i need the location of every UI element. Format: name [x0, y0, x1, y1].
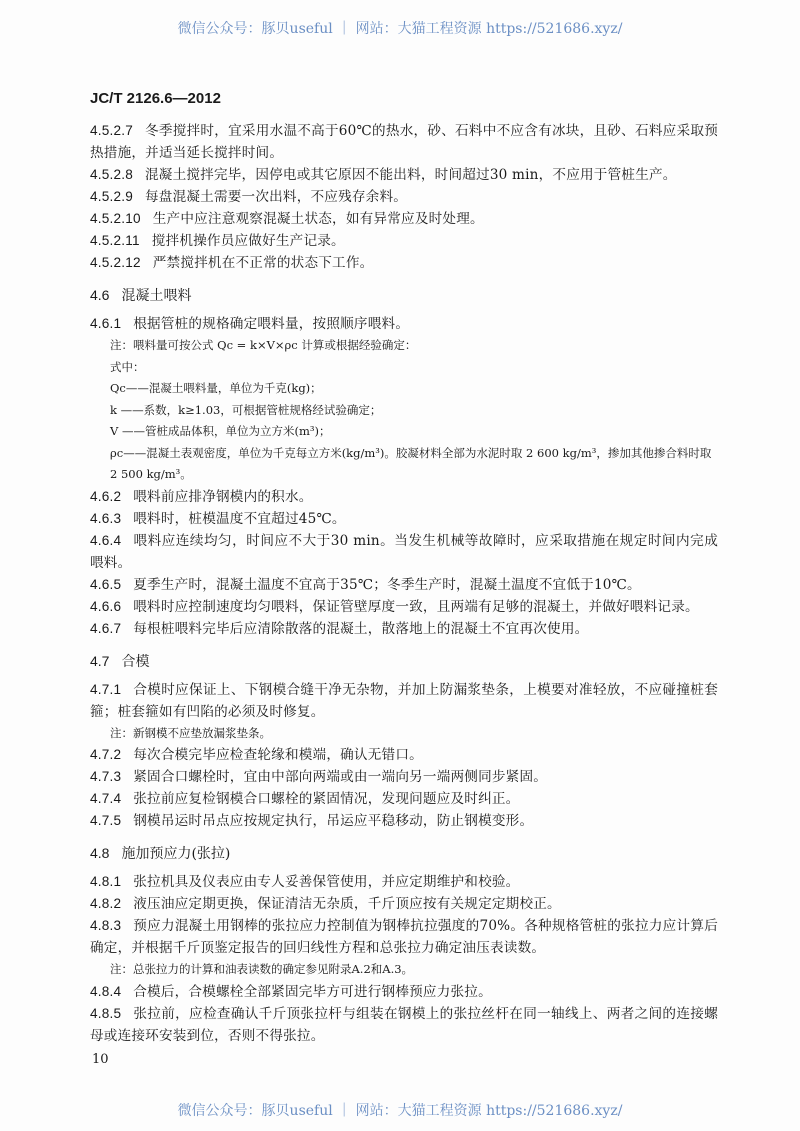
note-text	[90, 421, 718, 443]
clause	[90, 186, 718, 208]
clause-text: 紧固合口螺栓时，宜由中部向两端或由一端向另一端两侧同步紧固。	[133, 769, 548, 785]
clause	[90, 530, 718, 574]
clause	[90, 893, 718, 915]
clause	[90, 810, 718, 832]
clause-text: 合模	[121, 653, 150, 670]
clause-text: V ——管桩成品体积，单位为立方米(m³)；	[110, 424, 331, 438]
clause-text: 混凝土喂料	[121, 288, 192, 304]
section-heading	[90, 842, 718, 865]
clause-text: 张拉机具及仪表应由专人妥善保管使用，并应定期维护和校验。	[133, 874, 520, 890]
clause-text: ρc——混凝土表观密度，单位为千克每立方米(kg/m³)。胶凝材料全部为水泥时取 2 600 kg/m³，掺加其他掺合料时取2 500 kg/m³。	[110, 445, 712, 481]
clause-text: 注：新钢模不应垫放漏浆垫条。	[110, 725, 271, 740]
clause-text: 每根桩喂料完毕后应清除散落的混凝土，散落地上的混凝土不宜再次使用。	[133, 620, 589, 637]
clause-text: 张拉前应复检钢模合口螺栓的紧固情况，发现问题应及时纠正。	[133, 791, 520, 807]
clause-number: 4.6.6	[90, 598, 122, 614]
section-heading	[90, 650, 718, 673]
note-text	[90, 723, 718, 745]
note-text	[90, 959, 718, 981]
clause-text: Qc——混凝土喂料量，单位为千克(kg)；	[110, 381, 322, 395]
clause-number: 4.8.3	[90, 918, 122, 933]
clause-number: 4.5.2.9	[90, 189, 133, 204]
clause-text: 钢模吊运时吊点应按规定执行，吊运应平稳移动，防止钢模变形。	[133, 813, 534, 829]
clause	[90, 208, 718, 230]
clause	[90, 744, 718, 766]
clause	[90, 596, 718, 618]
note-text	[90, 378, 718, 400]
clause	[90, 574, 718, 596]
clause-number: 4.7.1	[90, 681, 122, 697]
clause-text: 混凝土搅拌完毕，因停电或其它原因不能出料，时间超过30 min，不应用于管桩生产。	[144, 167, 677, 183]
clause-number: 4.8	[90, 845, 110, 861]
clause-number: 4.6	[90, 287, 110, 303]
clause-number: 4.6.4	[90, 532, 122, 548]
document-body	[90, 120, 718, 1047]
clause	[90, 120, 718, 164]
clause-text: 施加预应力(张拉)	[121, 846, 231, 862]
clause-number: 4.6.7	[90, 620, 122, 636]
clause	[90, 313, 718, 335]
clause-number: 4.5.2.10	[90, 211, 141, 226]
clause-text: 严禁搅拌机在不正常的状态下工作。	[152, 255, 374, 271]
clause-text: 张拉前，应检查确认千斤顶张拉杆与组装在钢模上的张拉丝杆在同一轴线上、两者之间的连接螺母或连接环安装到位，否则不得张拉。	[90, 1005, 718, 1044]
page-number: 10	[92, 1052, 109, 1067]
clause-number: 4.5.2.12	[90, 255, 141, 270]
clause	[90, 915, 718, 959]
clause	[90, 508, 718, 530]
clause-text: 夏季生产时，混凝土温度不宜高于35℃；冬季生产时，混凝土温度不宜低于10℃。	[133, 576, 641, 593]
clause-number: 4.7	[90, 652, 110, 669]
note-text	[90, 443, 718, 486]
clause-text: 液压油应定期更换，保证清洁无杂质，千斤顶应按有关规定定期校正。	[133, 896, 561, 912]
clause	[90, 618, 718, 640]
clause	[90, 871, 718, 893]
clause-number: 4.7.4	[90, 791, 122, 806]
clause	[90, 679, 718, 723]
clause	[90, 766, 718, 788]
clause	[90, 1003, 718, 1047]
note-text	[90, 335, 718, 357]
clause-text: 喂料前应排净钢模内的积水。	[133, 488, 313, 505]
note-text	[90, 357, 718, 379]
clause	[90, 164, 718, 186]
watermark-top: 微信公众号：豚贝useful ｜ 网站：大猫工程资源 https://521686.xyz/	[177, 21, 623, 37]
clause	[90, 788, 718, 810]
clause-number: 4.8.5	[90, 1005, 122, 1021]
document-code: JC/T 2126.6—2012	[90, 90, 221, 107]
note-text	[90, 400, 718, 422]
clause-text: 预应力混凝土用钢棒的张拉应力控制值为钢棒抗拉强度的70%。各种规格管桩的张拉力应计算后确定，并根据千斤顶鉴定报告的回归线性方程和总张拉力确定油压表读数。	[90, 918, 718, 956]
watermark-bottom: 微信公众号：豚贝useful ｜ 网站：大猫工程资源 https://521686.xyz/	[177, 1103, 623, 1119]
clause-text: 根据管桩的规格确定喂料量，按照顺序喂料。	[133, 316, 410, 332]
clause	[90, 230, 718, 252]
clause-number: 4.5.2.11	[90, 233, 140, 248]
clause-number: 4.7.5	[90, 813, 122, 828]
clause-text: 搅拌机操作员应做好生产记录。	[151, 233, 345, 249]
clause-number: 4.6.2	[90, 488, 122, 504]
clause-text: 每盘混凝土需要一次出料，不应残存余料。	[144, 189, 408, 205]
section-heading	[90, 284, 718, 307]
clause	[90, 252, 718, 274]
clause-text: 喂料时，桩模温度不宜超过45℃。	[133, 510, 346, 527]
clause-number: 4.5.2.8	[90, 167, 133, 182]
clause-number: 4.6.1	[90, 316, 122, 331]
clause-text: 注：总张拉力的计算和油表读数的确定参见附录A.2和A.3。	[110, 962, 414, 976]
clause-text: 冬季搅拌时，宜采用水温不高于60℃的热水，砂、石料中不应含有冰块，且砂、石料应采取预热措施，并适当延长搅拌时间。	[90, 123, 718, 161]
clause-text: 注：喂料量可按公式 Qc = k×V×ρc 计算或根据经验确定：	[110, 338, 417, 352]
clause-number: 4.7.3	[90, 769, 122, 784]
clause-number: 4.6.5	[90, 576, 122, 592]
clause-number: 4.6.3	[90, 510, 122, 526]
clause-text: 合模时应保证上、下钢模合缝干净无杂物，并加上防漏浆垫条，上模要对准轻放，不应碰撞桩套箍；桩套箍如有凹陷的必须及时修复。	[90, 681, 718, 720]
clause-text: 生产中应注意观察混凝土状态，如有异常应及时处理。	[152, 211, 484, 227]
clause	[90, 981, 718, 1003]
clause-number: 4.8.1	[90, 874, 122, 889]
clause-number: 4.7.2	[90, 747, 122, 762]
clause-text: 式中：	[110, 359, 145, 374]
clause-number: 4.8.4	[90, 983, 122, 999]
clause-number: 4.5.2.7	[90, 123, 133, 138]
clause-text: 每次合模完毕应检查轮缘和模端，确认无错口。	[133, 747, 423, 763]
clause-text: k ——系数，k≥1.03，可根据管桩规格经试验确定；	[110, 402, 382, 417]
clause-text: 喂料应连续均匀，时间应不大于30 min。当发生机械等故障时，应采取措施在规定时间内完成喂料。	[90, 532, 718, 571]
clause-text: 喂料时应控制速度均匀喂料，保证管壁厚度一致，且两端有足够的混凝土，并做好喂料记录。	[133, 598, 699, 615]
clause	[90, 486, 718, 508]
clause-text: 合模后，合模螺栓全部紧固完毕方可进行钢棒预应力张拉。	[133, 983, 492, 1000]
clause-number: 4.8.2	[90, 896, 122, 911]
